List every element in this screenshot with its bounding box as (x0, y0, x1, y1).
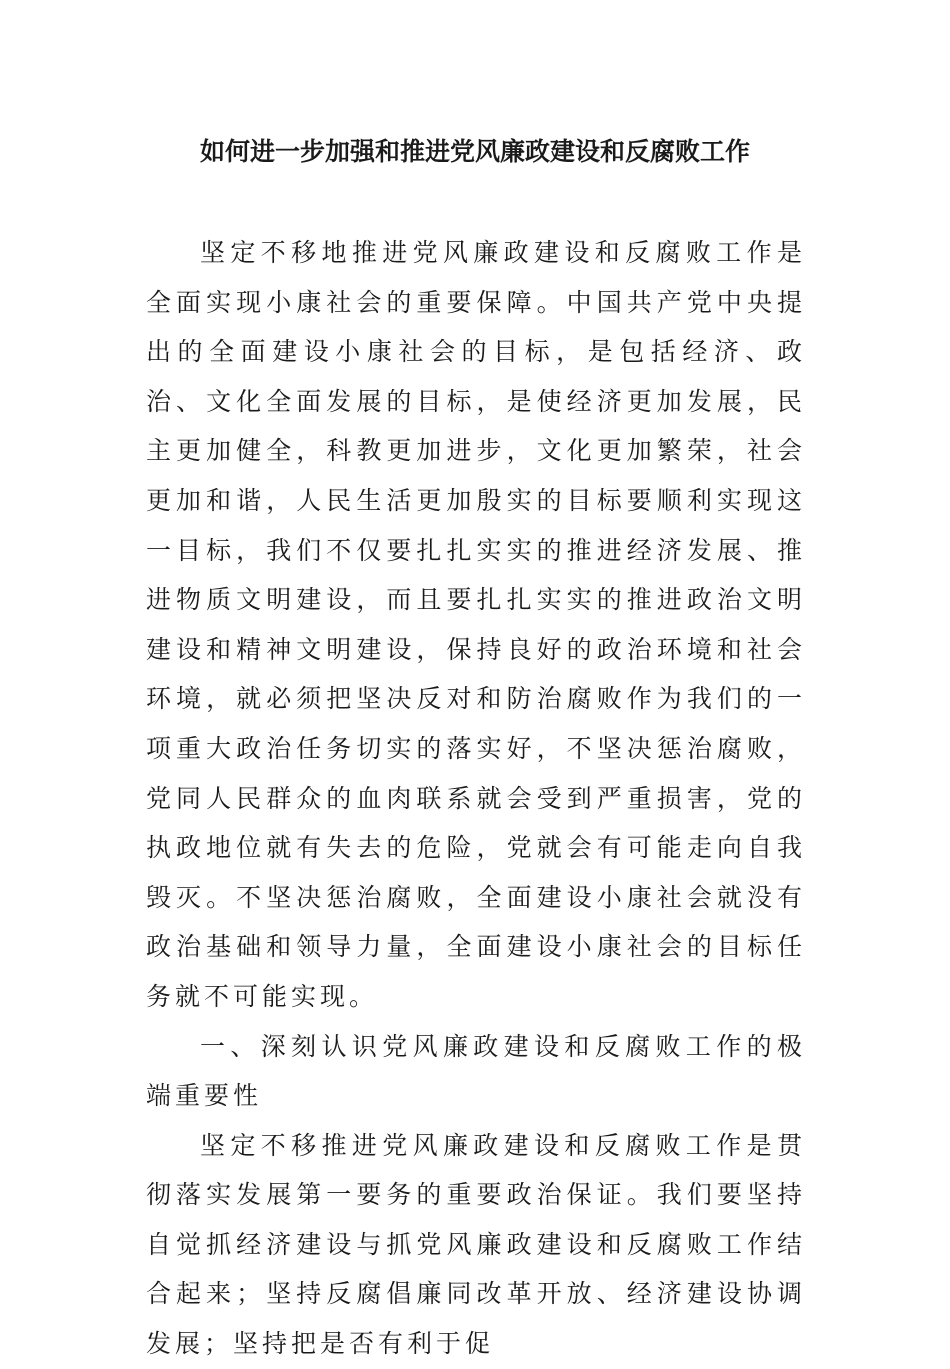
paragraph-section-1: 坚定不移推进党风廉政建设和反腐败工作是贯彻落实发展第一要务的重要政治保证。我们要坚持自觉抓经济建设与抓党风廉政建设和反腐败工作结合起来；坚持反腐倡廉同改革开放、经济建设协调发展；坚持把是否有利于促 (146, 1130, 806, 1359)
paragraph-intro: 坚定不移地推进党风廉政建设和反腐败工作是全面实现小康社会的重要保障。中国共产党中央提出的全面建设小康社会的目标，是包括经济、政治、文化全面发展的目标，是使经济更加发展，民主更加健全，科教更加进步，文化更加繁荣，社会更加和谐，人民生活更加殷实的目标要顺利实现这一目标，我们不仅要扎扎实实的推进经济发展、推进物质文明建设，而且要扎扎实实的推进政治文明建设和精神文明建设，保持良好的政治环境和社会环境，就必须把坚决反对和防治腐败作为我们的一项重大政治任务切实的落实好，不坚决惩治腐败，党同人民群众的血肉联系就会受到严重损害，党的执政地位就有失去的危险，党就会有可能走向自我毁灭。不坚决惩治腐败，全面建设小康社会就没有政治基础和领导力量，全面建设小康社会的目标任务就不可能实现。 (146, 238, 806, 1011)
document-title: 如何进一步加强和推进党风廉政建设和反腐败工作 (199, 137, 750, 166)
section-heading-1: 一、深刻认识党风廉政建设和反腐败工作的极端重要性 (146, 1031, 806, 1111)
document-body (146, 228, 806, 1369)
